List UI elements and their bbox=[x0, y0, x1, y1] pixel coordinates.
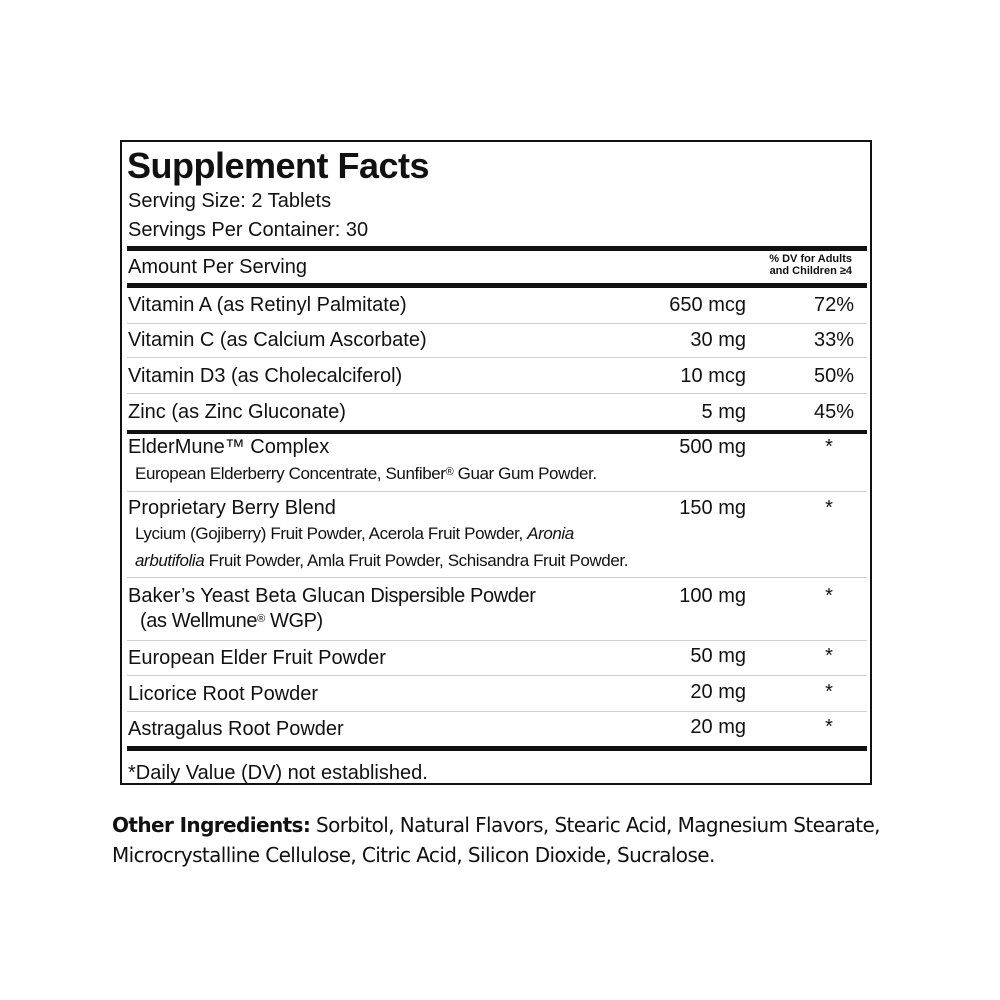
dv-header bbox=[722, 253, 852, 277]
blend-ingredients: arbutifolia Fruit Powder, Amla Fruit Powder, Schisandra Fruit Powder. bbox=[135, 551, 629, 570]
ingredient-name: Astragalus Root Powder bbox=[128, 718, 344, 740]
divider-thin bbox=[127, 357, 867, 358]
serving-size: Serving Size: 2 Tablets bbox=[128, 190, 332, 212]
blend-name: ElderMune™ Complex bbox=[128, 436, 330, 458]
nutrient-name: Zinc (as Zinc Gluconate) bbox=[128, 401, 346, 423]
divider-thin bbox=[127, 675, 867, 676]
divider-thin bbox=[127, 393, 867, 394]
divider-thick bbox=[127, 430, 867, 434]
nutrient-dv: 33% bbox=[813, 329, 854, 351]
blend-ingredients: Lycium (Gojiberry) Fruit Powder, Acerola Fruit Powder, Aronia bbox=[135, 524, 574, 543]
nutrient-name: Vitamin A (as Retinyl Palmitate) bbox=[128, 294, 407, 316]
ingredient-dv: * bbox=[825, 681, 833, 703]
divider-thin bbox=[127, 491, 867, 492]
blend-amount: 500 mg bbox=[679, 436, 746, 458]
divider-thick bbox=[127, 746, 867, 751]
nutrient-amount: 30 mg bbox=[690, 329, 746, 351]
divider-thick bbox=[127, 283, 867, 288]
dv-header-line1: % DV for Adults bbox=[769, 253, 852, 265]
blend-name: Proprietary Berry Blend bbox=[128, 497, 336, 519]
blend-amount: 100 mg bbox=[679, 585, 746, 607]
ingredient-name: Licorice Root Powder bbox=[128, 683, 319, 705]
panel-title: Supplement Facts bbox=[127, 145, 430, 186]
divider-thin bbox=[127, 323, 867, 324]
blend-name: Baker’s Yeast Beta Glucan Dispersible Powder bbox=[128, 585, 536, 607]
ingredient-name: European Elder Fruit Powder bbox=[128, 647, 386, 669]
ingredient-dv: * bbox=[825, 716, 833, 738]
other-ingredients bbox=[112, 810, 912, 870]
nutrient-dv: 45% bbox=[813, 401, 854, 423]
ingredient-amount: 20 mg bbox=[690, 716, 746, 738]
nutrient-amount: 650 mcg bbox=[669, 294, 746, 316]
blend-dv: * bbox=[825, 497, 833, 519]
other-ingredients-label: Other Ingredients: bbox=[112, 813, 311, 837]
blend-dv: * bbox=[825, 436, 833, 458]
nutrient-name: Vitamin C (as Calcium Ascorbate) bbox=[128, 329, 427, 351]
blend-dv: * bbox=[825, 585, 833, 607]
amount-per-serving-header: Amount Per Serving bbox=[128, 256, 307, 278]
divider-thick bbox=[127, 246, 867, 251]
nutrient-dv: 72% bbox=[813, 294, 854, 316]
blend-ingredients: (as Wellmune® WGP) bbox=[140, 610, 323, 632]
servings-per-container: Servings Per Container: 30 bbox=[128, 219, 369, 241]
ingredient-dv: * bbox=[825, 645, 833, 667]
blend-ingredients: European Elderberry Concentrate, Sunfiber® Guar Gum Powder. bbox=[135, 464, 597, 483]
nutrient-amount: 5 mg bbox=[701, 401, 746, 423]
ingredient-amount: 50 mg bbox=[690, 645, 746, 667]
footnote: *Daily Value (DV) not established. bbox=[128, 762, 428, 784]
dv-header-line2: and Children ≥4 bbox=[769, 265, 852, 277]
supplement-facts-panel bbox=[120, 140, 872, 785]
other-ingredients-text: Sorbitol, Natural Flavors, Stearic Acid, Magnesium Stearate, Microcrystalline Cellulose, Citric Acid, Silicon Dioxide, Sucralose. bbox=[112, 813, 880, 867]
nutrient-amount: 10 mcg bbox=[680, 365, 746, 387]
divider-thin bbox=[127, 577, 867, 578]
divider-thin bbox=[127, 640, 867, 641]
nutrient-dv: 50% bbox=[813, 365, 854, 387]
ingredient-amount: 20 mg bbox=[690, 681, 746, 703]
blend-amount: 150 mg bbox=[679, 497, 746, 519]
divider-thin bbox=[127, 711, 867, 712]
nutrient-name: Vitamin D3 (as Cholecalciferol) bbox=[128, 365, 403, 387]
